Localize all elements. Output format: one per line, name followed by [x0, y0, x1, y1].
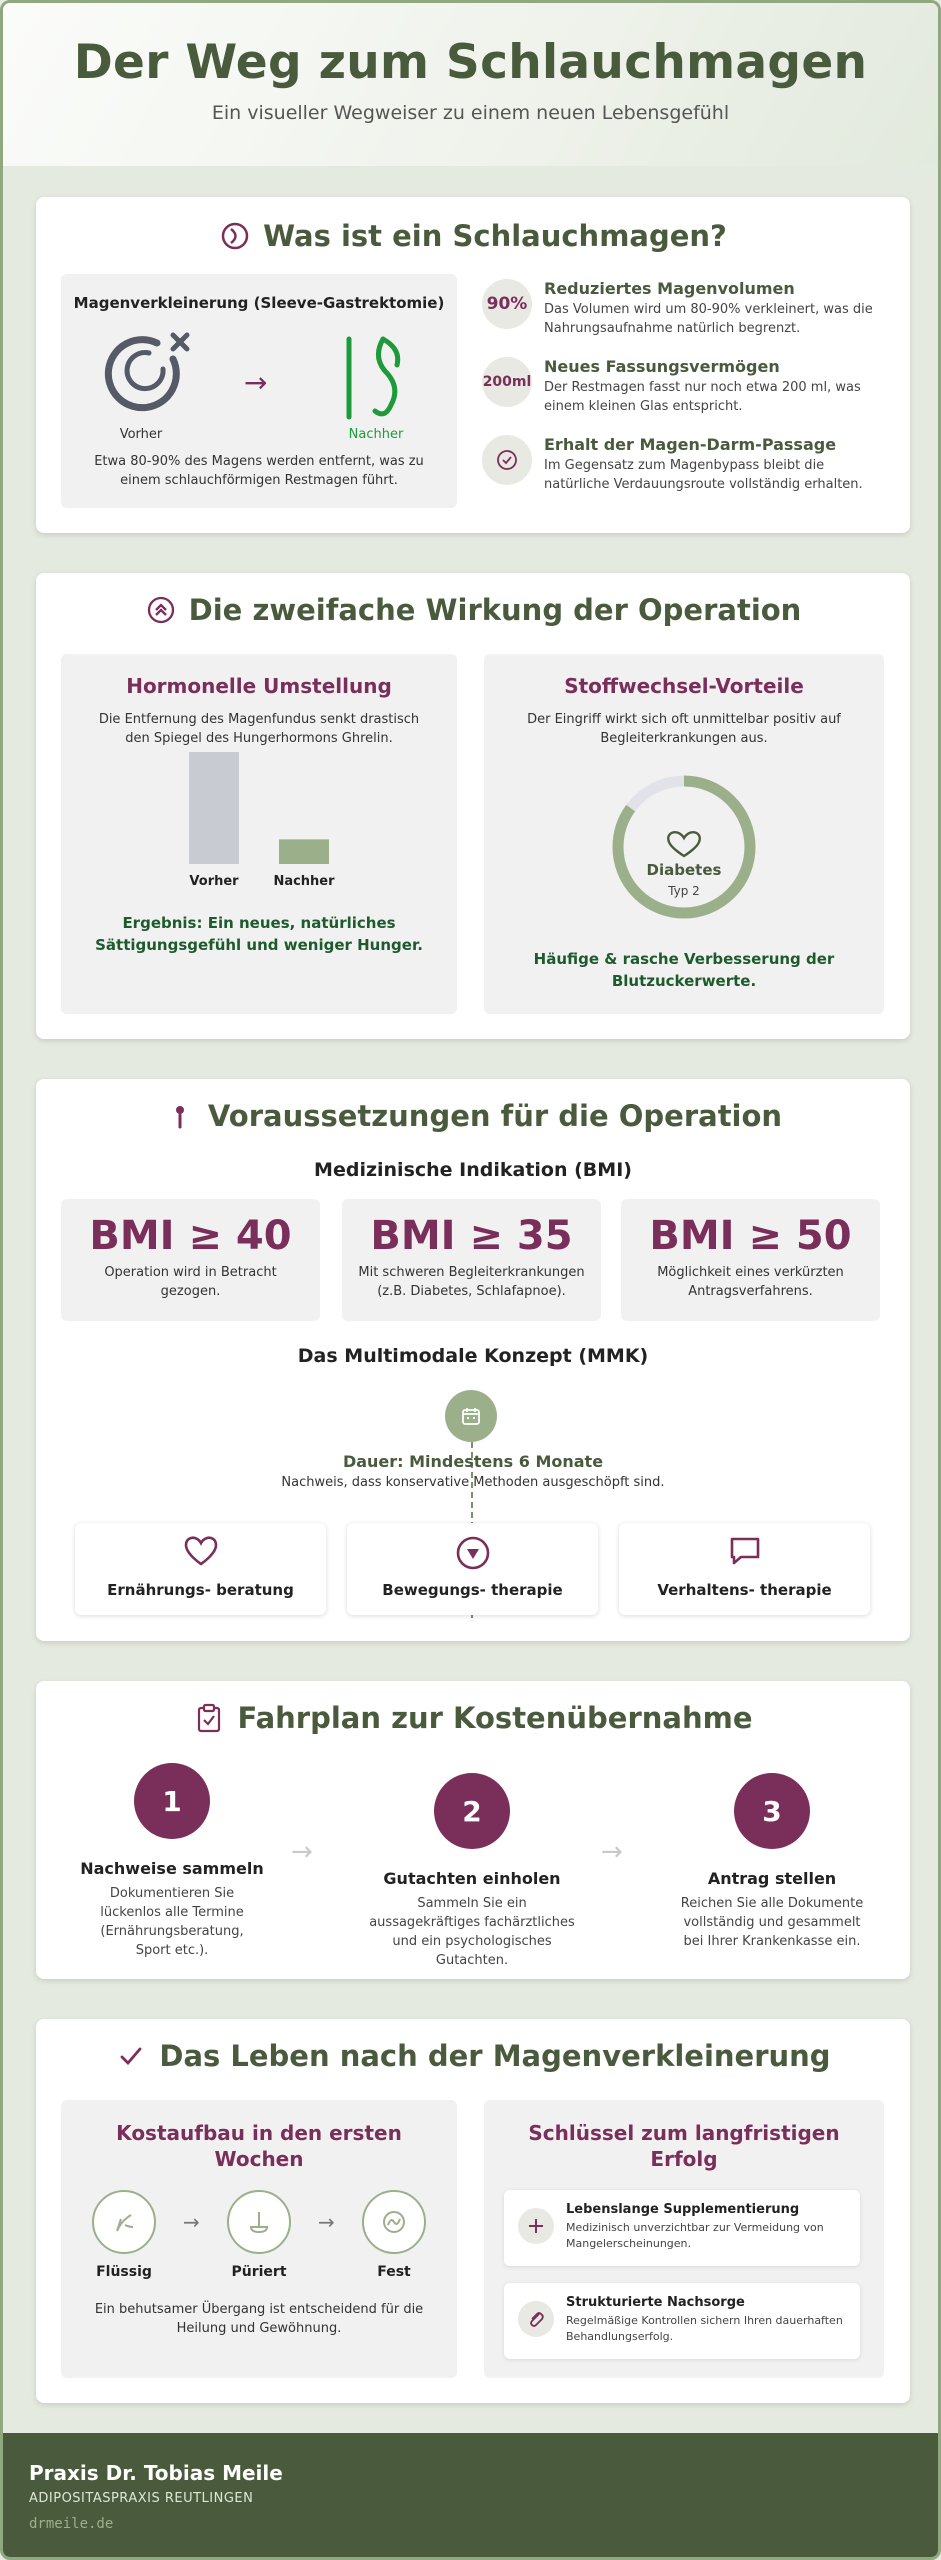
- key-aftercare: [504, 2283, 860, 2359]
- food-label: Flüssig: [96, 2264, 152, 2280]
- key-text: Regelmäßige Kontrollen sichern Ihren dauerhaften Behandlungserfolg.: [566, 2314, 843, 2343]
- bmi-value: BMI ≥ 40: [89, 1213, 292, 1259]
- feature-passage: [482, 435, 892, 494]
- step-text: Reichen Sie alle Dokumente vollständig und gesammelt bei Ihrer Krankenkasse ein.: [680, 1896, 864, 1949]
- activity-icon: [455, 1535, 491, 1571]
- bar-before: [189, 752, 239, 864]
- clipboard-check-icon: [193, 1702, 225, 1734]
- step-number: 2: [434, 1773, 510, 1849]
- arrow-right-icon: →: [183, 2210, 200, 2234]
- step-2: [362, 1773, 582, 1970]
- section-requirements: [36, 1079, 910, 1641]
- metabolism-panel: [484, 654, 884, 1014]
- panel-text: Die Entfernung des Magenfundus senkt drastisch den Spiegel des Hungerhormons Ghrelin.: [98, 712, 420, 746]
- mmk-label: Verhaltens- therapie: [657, 1581, 832, 1599]
- bar-after: [279, 839, 329, 864]
- panel-title: Stoffwechsel-Vorteile: [564, 674, 804, 698]
- mmk-exercise: [347, 1523, 598, 1615]
- bmi-text: Möglichkeit eines verkürzten Antragsverfahrens.: [657, 1265, 844, 1299]
- feature-text: Der Restmagen fasst nur noch etwa 200 ml, was einem kleinen Glas entspricht.: [544, 380, 861, 414]
- bmi-card: [621, 1199, 880, 1321]
- arrow-right-icon: →: [601, 1837, 623, 1867]
- bmi-card: [61, 1199, 320, 1321]
- bar-before-label: Vorher: [189, 874, 239, 889]
- arrow-right-icon: →: [291, 1837, 313, 1867]
- section-title: [36, 593, 910, 627]
- section-title: [36, 1099, 910, 1133]
- step-number: 1: [134, 1763, 210, 1839]
- step-3: [662, 1773, 882, 1951]
- feature-badge: 200ml: [482, 357, 532, 407]
- page-title: Der Weg zum Schlauchmagen: [73, 35, 868, 90]
- section-heading: Die zweifache Wirkung der Operation: [188, 593, 802, 627]
- step-1: [62, 1763, 282, 1960]
- panel-text: Der Eingriff wirkt sich oft unmittelbar positiv auf Begleiterkrankungen aus.: [527, 712, 841, 746]
- paperclip-icon: [518, 2301, 554, 2337]
- calendar-icon: [445, 1390, 497, 1442]
- section-effects: [36, 573, 910, 1039]
- panel-result: Häufige & rasche Verbesserung der Blutzuckerwerte.: [533, 950, 835, 990]
- section-title: [36, 2039, 910, 2073]
- key-text: Medizinisch unverzichtbar zur Vermeidung von Mangelerscheinungen.: [566, 2221, 824, 2250]
- step-text: Dokumentieren Sie lückenlos alle Termine (Ernährungsberatung, Sport etc.).: [100, 1886, 244, 1958]
- after-label: Nachher: [348, 427, 404, 442]
- page-subtitle: Ein visueller Wegweiser zu einem neuen Lebensgefühl: [211, 102, 730, 124]
- bmi-heading: Medizinische Indikation (BMI): [314, 1159, 632, 1181]
- feature-text: Das Volumen wird um 80-90% verkleinert, was die Nahrungsaufnahme natürlich begrenzt.: [544, 302, 873, 336]
- food-pureed: [214, 2190, 304, 2280]
- section-roadmap: [36, 1681, 910, 1979]
- before-label: Vorher: [119, 427, 163, 442]
- chat-icon: [727, 1535, 763, 1567]
- stomach-before-icon: [101, 329, 197, 425]
- section-heading: Was ist ein Schlauchmagen?: [263, 219, 727, 253]
- step-text: Sammeln Sie ein aussagekräftiges fachärztliches und ein psychologisches Gutachten.: [369, 1896, 575, 1968]
- hero-header: [3, 3, 938, 166]
- stomach-after-icon: [331, 329, 421, 425]
- food-solid: [349, 2190, 439, 2280]
- ghrelin-bar-chart: [171, 750, 347, 890]
- feature-text: Im Gegensatz zum Magenbypass bleibt die natürliche Verdauungsroute vollständig erhalten.: [544, 458, 863, 492]
- mmk-behavior: [619, 1523, 870, 1615]
- panel-title: Kostaufbau in den ersten Wochen: [116, 2121, 402, 2171]
- before-figure: [101, 329, 181, 442]
- section-heading: Voraussetzungen für die Operation: [207, 1099, 783, 1133]
- food-label: Püriert: [231, 2264, 287, 2280]
- bmi-value: BMI ≥ 50: [649, 1213, 852, 1259]
- panel-title: Magenverkleinerung (Sleeve-Gastrektomie): [73, 294, 445, 312]
- mmk-duration-text: Nachweis, dass konservative Methoden ausgeschöpft sind.: [281, 1475, 665, 1490]
- panel-title: Hormonelle Umstellung: [126, 674, 392, 698]
- check-circle-icon: [482, 435, 532, 485]
- step-title: Gutachten einholen: [383, 1869, 561, 1888]
- food-label: Fest: [377, 2264, 411, 2280]
- bmi-text: Mit schweren Begleiterkrankungen (z.B. Diabetes, Schlafapnoe).: [358, 1265, 585, 1299]
- stomach-icon: [219, 220, 251, 252]
- liquid-icon: [92, 2190, 156, 2254]
- mmk-duration: Dauer: Mindestens 6 Monate: [342, 1452, 604, 1471]
- step-title: Antrag stellen: [707, 1869, 837, 1888]
- step-title: Nachweise sammeln: [80, 1859, 264, 1878]
- pureed-icon: [227, 2190, 291, 2254]
- panel-title: Schlüssel zum langfristigen Erfolg: [528, 2121, 840, 2171]
- chevrons-up-circle-icon: [145, 594, 177, 626]
- footer-practice-name: Praxis Dr. Tobias Meile: [29, 2461, 283, 2485]
- feature-volume: [482, 279, 892, 338]
- bmi-value: BMI ≥ 35: [370, 1213, 573, 1259]
- section-heading: Fahrplan zur Kostenübernahme: [237, 1701, 753, 1735]
- feature-title: Erhalt der Magen-Darm-Passage: [544, 435, 837, 454]
- hormone-panel: [61, 654, 457, 1014]
- ring-sublabel: Typ 2: [668, 884, 700, 898]
- diet-panel: [61, 2100, 457, 2378]
- footer: [3, 2433, 941, 2560]
- section-what-is: [36, 197, 910, 533]
- heart-icon: [183, 1535, 219, 1567]
- after-figure: [331, 329, 421, 442]
- mmk-nutrition: [75, 1523, 326, 1615]
- footer-url-link[interactable]: drmeile.de: [29, 2516, 114, 2532]
- panel-result: Ergebnis: Ein neues, natürliches Sättigungsgefühl und weniger Hunger.: [95, 914, 423, 954]
- section-life-after: [36, 2019, 910, 2403]
- mmk-label: Ernährungs- beratung: [107, 1581, 294, 1599]
- food-liquid: [79, 2190, 169, 2280]
- heart-icon: [668, 832, 700, 856]
- section-title: [36, 219, 910, 253]
- bar-after-label: Nachher: [273, 874, 335, 889]
- diabetes-ring: [609, 772, 759, 922]
- key-title: Lebenslange Supplementierung: [566, 2202, 800, 2217]
- step-number: 3: [734, 1773, 810, 1849]
- feature-badge: 90%: [482, 279, 532, 329]
- bmi-text: Operation wird in Betracht gezogen.: [104, 1265, 277, 1299]
- panel-caption: Etwa 80-90% des Magens werden entfernt, was zu einem schlauchförmigen Restmagen führt.: [94, 454, 424, 488]
- arrow-right-icon: →: [318, 2210, 335, 2234]
- solid-icon: [362, 2190, 426, 2254]
- feature-capacity: [482, 357, 892, 416]
- arrow-right-icon: →: [244, 366, 268, 399]
- success-panel: [484, 2100, 884, 2378]
- section-title: [36, 1701, 910, 1735]
- check-icon: [115, 2040, 147, 2072]
- footer-subtitle: ADIPOSITASPRAXIS REUTLINGEN: [29, 2491, 254, 2506]
- feature-title: Neues Fassungsvermögen: [544, 357, 780, 376]
- mmk-heading: Das Multimodale Konzept (MMK): [297, 1345, 649, 1367]
- key-supplements: [504, 2190, 860, 2266]
- sleeve-panel: [61, 274, 457, 508]
- section-heading: Das Leben nach der Magenverkleinerung: [159, 2039, 831, 2073]
- mmk-label: Bewegungs- therapie: [382, 1581, 563, 1599]
- plus-icon: [518, 2208, 554, 2244]
- feature-title: Reduziertes Magenvolumen: [544, 279, 795, 298]
- ring-label: Diabetes: [646, 861, 722, 879]
- bmi-card: [342, 1199, 601, 1321]
- person-icon: [164, 1100, 196, 1132]
- key-title: Strukturierte Nachsorge: [566, 2295, 745, 2310]
- panel-text: Ein behutsamer Übergang ist entscheidend für die Heilung und Gewöhnung.: [94, 2302, 424, 2336]
